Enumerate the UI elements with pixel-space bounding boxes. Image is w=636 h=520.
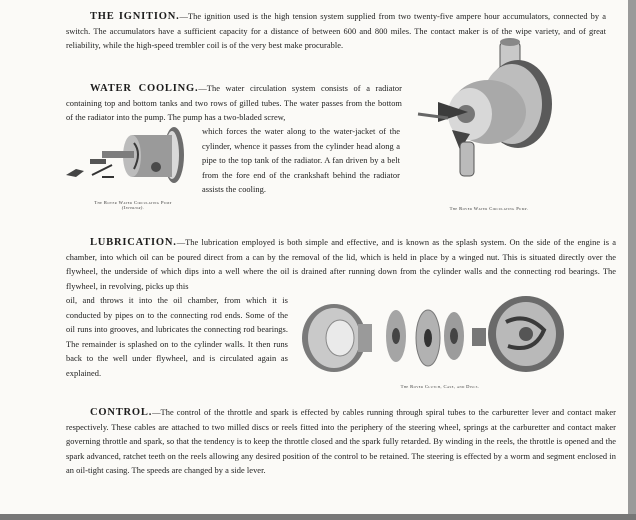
lubrication-heading: LUBRICATION.	[90, 237, 177, 248]
lubrication-text-narrow: oil, and throws it into the oil chamber, from which it is conducted by pipes on to the connecting rod ends. Some of the oil runs into grooves, and lubricates the connecting rod bearings. The remainder is splashed on to the cylinder walls. It then runs back to the well under flywheel, and is circulated again as explained.	[66, 296, 288, 378]
water-cooling-heading: WATER COOLING.	[90, 83, 199, 94]
page-edge-right	[628, 0, 636, 520]
ignition-heading: THE IGNITION.	[90, 11, 180, 22]
pump-interior-caption	[66, 200, 200, 210]
lubrication-text-wide: —The lubrication employed is both simple and effective, and is known as the splash system. On the side of the engine is a chamber, into which oil can be poured direct from a can by the removal of the lid, which is held in place by a winged nut. This is situated directly over the flywheel, the underside of which dips into a well where the oil is drained after running down from the cylinder walls and the connecting rod bearings. The flywheel, in revolving, picks up this	[66, 238, 616, 291]
lubrication-section	[66, 236, 616, 294]
page-edge-bottom	[0, 514, 636, 520]
clutch-caption: The Rover Clutch, Case, and Discs.	[400, 384, 480, 389]
water-pump-caption: The Rover Water Circulating Pump.	[449, 206, 529, 211]
pump-interior-caption-title: The Rover Water Circulating Pump	[94, 200, 172, 205]
ignition-text: —The ignition used is the high tension system supplied from two twenty-five ampere hour accumulators, connected by a switch. The accumulators have a sufficient capacity for a distance of between 600 and 800 miles. The contact maker is of the wipe variety, and of great reliability, while the high-speed trembler coil is of the very best make procurable.	[66, 12, 606, 51]
control-heading: CONTROL.	[90, 407, 153, 418]
water-cooling-text-narrow: which forces the water along to the water-jacket of the cylinder, whence it passes from the cylinder head along a pipe to the top tank of the radiator. A fan driven by a belt from the fore end of the crankshaft behind the radiator assists the cooling.	[202, 127, 400, 195]
pump-interior-illustration	[62, 125, 200, 195]
control-text: —The control of the throttle and spark is effected by cables running through spiral tubes to the carburetter lever and contact maker respectively. These cables are attached to two milled discs or reels fitted into the periphery of the steering wheel, springs at the carburetter and contact maker governing throttle and spark, so that the tendency is to keep the throttle closed and the spark fully retarded. By winding in the reels, the throttle is opened and the spark advanced, ratchet teeth on the reels allowing any desired position of the control to be retained. The steering is effected by a worm and segment enclosed in an oil-tight casing. The speeds are changed by a side lever.	[66, 408, 616, 476]
water-cooling-section	[66, 82, 402, 126]
pump-interior-caption-sub: (Interior).	[121, 205, 145, 210]
water-cooling-text-wide: —The water circulation system consists of a radiator containing top and bottom tanks and two rows of gilled tubes. The water passes from the bottom of the radiator into the pump. The pump has a two-bladed screw,	[66, 84, 402, 123]
clutch-case-discs-illustration	[300, 294, 568, 376]
water-pump-illustration	[408, 34, 576, 202]
control-section	[66, 406, 616, 479]
